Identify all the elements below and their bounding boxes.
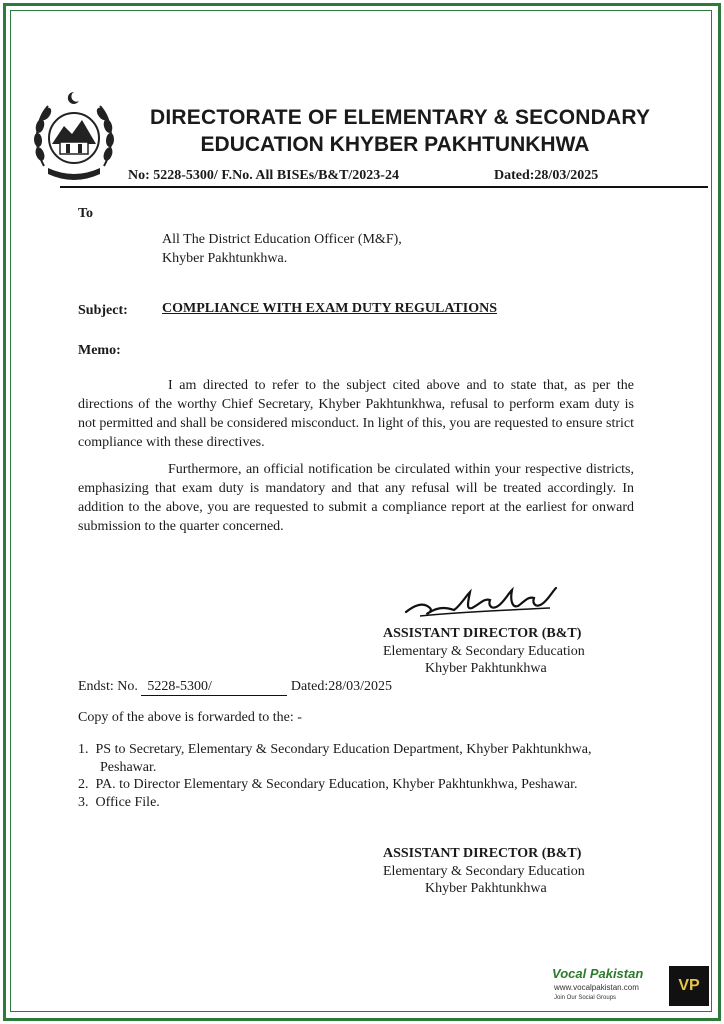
header-title-line1: DIRECTORATE OF ELEMENTARY & SECONDARY [150,106,651,129]
signatory-title-2: ASSISTANT DIRECTOR (B&T) [383,846,582,861]
address-line2: Khyber Pakhtunkhwa. [162,251,288,266]
endorsement-date: Dated:28/03/2025 [290,679,392,694]
subject-label: Subject: [78,303,128,318]
signatory-title: ASSISTANT DIRECTOR (B&T) [383,626,582,641]
signatory-department-2: Elementary & Secondary Education [383,864,585,879]
subject-text: COMPLIANCE WITH EXAM DUTY REGULATIONS [162,301,497,316]
address-line1: All The District Education Officer (M&F), [162,232,402,247]
memo-paragraph-1: I am directed to refer to the subject cited above and to state that, as per the directions of the worthy Chief Secretary, Khyber Pakhtunkhwa, refusal to perform exam duty is not permitted and shall be considered misconduct. In light of this, you are requested to ensure strict compliance with these directives. [78,378,634,450]
watermark-logo-icon: VP [669,966,709,1006]
endorsement-line [78,679,392,696]
signatory-province-2: Khyber Pakhtunkhwa [425,881,547,896]
signatory-province: Khyber Pakhtunkhwa [425,661,547,676]
item-number: 3. [78,795,89,810]
item-number: 2. [78,777,89,792]
endorsement-number: 5228-5300/ [141,679,287,696]
header-date: Dated:28/03/2025 [494,168,599,183]
distribution-item-1 [78,742,638,758]
endorsement-label: Endst: No. [78,679,138,694]
item-text: Office File. [95,795,160,810]
kp-emblem-icon [30,88,118,184]
reference-number: No: 5228-5300/ F.No. All BISEs/B&T/2023-24 [128,168,399,183]
distribution-item-3 [78,795,638,811]
header-title-line2: EDUCATION KHYBER PAKHTUNKHWA [200,133,590,156]
item-text: PS to Secretary, Elementary & Secondary Education Department, Khyber Pakhtunkhwa, [95,742,592,757]
watermark-brand: Vocal Pakistan [552,966,644,981]
signature-image [400,582,570,622]
to-label: To [78,206,94,221]
distribution-item-2 [78,777,638,793]
copy-forwarded-text: Copy of the above is forwarded to the: - [78,710,302,725]
item-number: 1. [78,742,89,757]
item-text: PA. to Director Elementary & Secondary Education, Khyber Pakhtunkhwa, Peshawar. [95,777,578,792]
distribution-item-1-continuation: Peshawar. [100,760,157,775]
header-divider [60,186,708,188]
memo-paragraph-2: Furthermore, an official notification be circulated within your respective districts, emphasizing that exam duty is mandatory and that any refusal will be treated accordingly. In addition to the above, you are requested to submit a compliance report at the earliest for onward submission to the quarter concerned. [78,462,634,534]
memo-label: Memo: [78,343,121,358]
watermark-url[interactable]: www.vocalpakistan.com [554,983,639,992]
watermark-social-text: Join Our Social Groups [554,995,617,1001]
signatory-department: Elementary & Secondary Education [383,644,585,659]
